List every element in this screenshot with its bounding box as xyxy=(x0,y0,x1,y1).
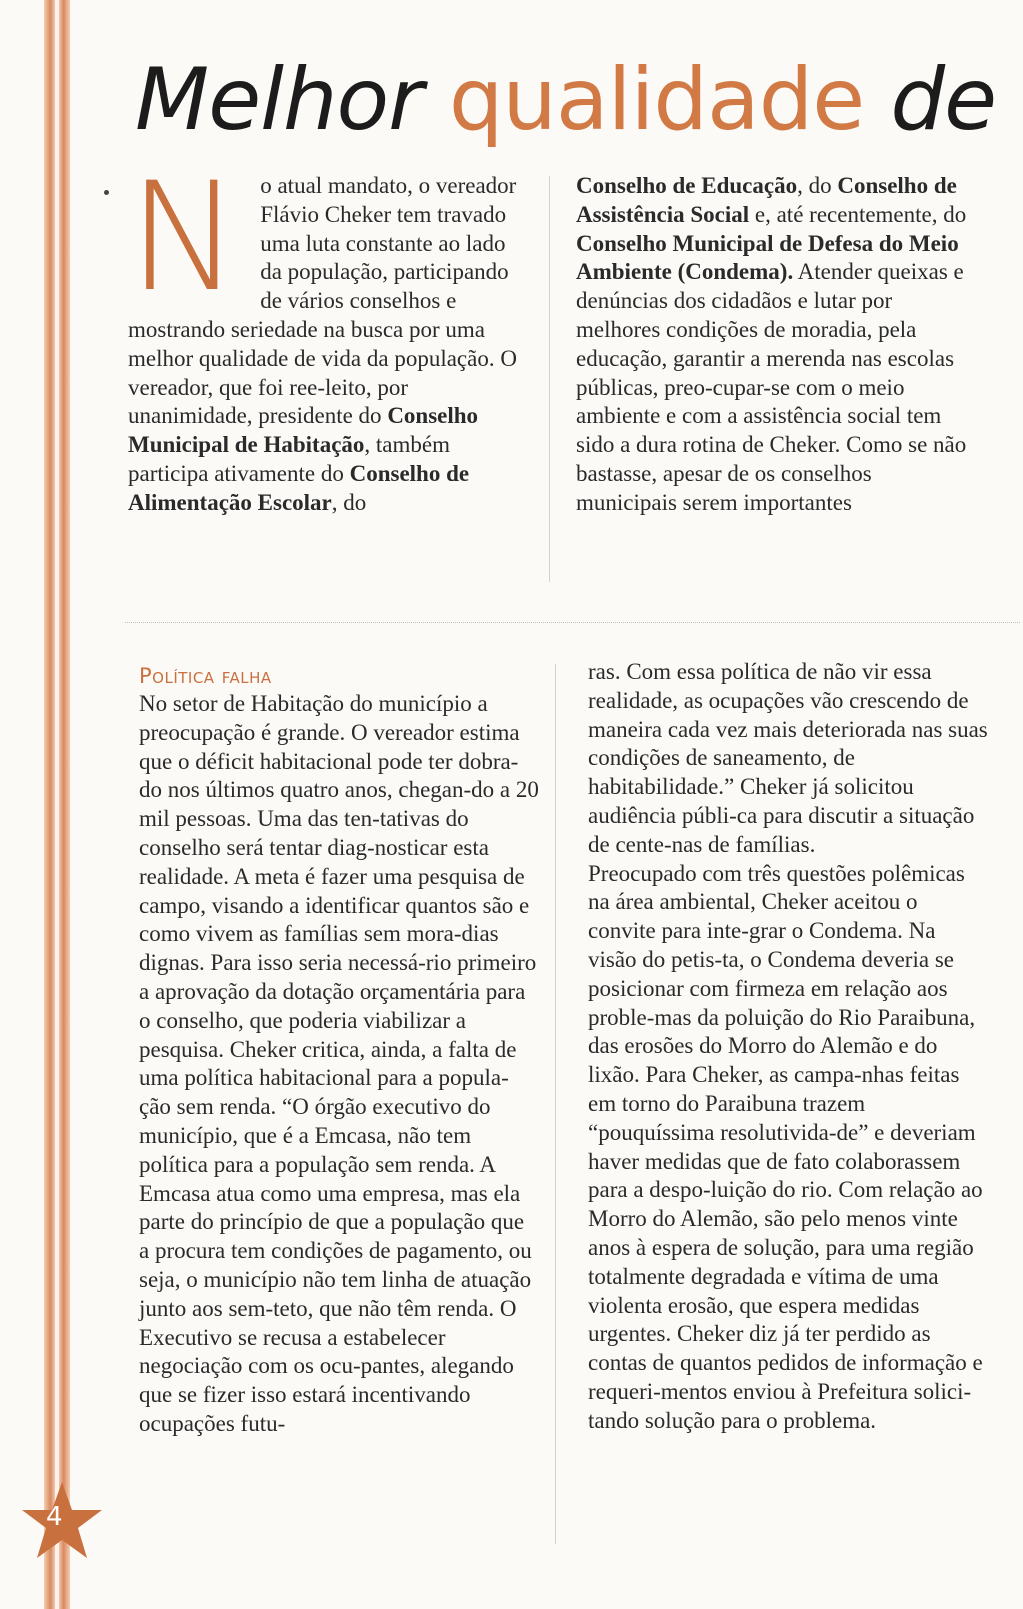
title-part-1: Melhor xyxy=(135,50,423,150)
drop-cap: N xyxy=(128,151,241,325)
bullet-dot xyxy=(104,190,109,195)
bold-text: Conselho de Educação xyxy=(576,173,798,198)
section-paragraph: No setor de Habitação do município a preocupação é grande. O vereador estima que o déficit habitacional pode ter dobra-do nos últimos quatro anos, chegan-do a 20 mil pessoas. Uma das ten-tativas do conselho será tentar diag-nosticar esta realidade. A meta é fazer uma pesquisa de campo, visando a identificar quantos são e como vivem as famílias sem mora-dias dignas. Para isso seria necessá-rio primeiro a aprovação da dotação orçamentária para o conselho, que poderia viabilizar a pesquisa. Cheker critica, ainda, a falta de uma política habitacional para a popula-ção sem renda. “O órgão executivo do município, que é a Emcasa, não tem política para a população sem renda. A Emcasa atua como uma empresa, mas ela parte do princípio de que a população que a procura tem condições de pagamento, ou seja, o município não tem linha de atuação junto aos sem-teto, que não têm renda. O Executivo se recusa a estabelecer negociação com os ocu-pantes, alegando que se fizer isso estará incentivando ocupações futu- xyxy=(139,691,539,1436)
page-title xyxy=(135,50,996,150)
section-paragraph: Preocupado com três questões polêmicas na área ambiental, Cheker aceitou o convite para inte-grar o Condema. Na visão do petis-ta, o Condema deveria se posicionar com firmeza em relação aos proble-mas da poluição do Rio Paraibuna, das erosões do Morro do Alemão e do lixão. Para Cheker, as campa-nhas feitas em torno do Paraibuna trazem “pouquíssima resolutivida-de” e deveriam haver medidas que de fato colaborassem para a despo-luição do rio. Com relação ao Morro do Alemão, são pelo menos vinte anos à espera de solução, para uma região totalmente degradada e vítima de uma violenta erosão, que espera medidas urgentes. Cheker diz já ter perdido as contas de quantos pedidos de informação e requeri-mentos enviou à Prefeitura solici-tando solução para o problema. xyxy=(588,860,983,1433)
title-part-3: de xyxy=(890,50,997,150)
column-divider-bottom xyxy=(555,664,556,1544)
text-run: o atual mandato, o vereador Flávio Cheker tem travado uma luta constante ao lado da população, participando de vários conselhos e mostrando seriedade na busca por uma melhor qualidade de vida da população. O vereador, que foi ree-leito, por unanimidade, presidente do xyxy=(128,173,517,429)
text-run: Atender queixas e denúncias dos cidadãos e lutar por melhores condições de moradia, pela educação, garantir a merenda nas escolas públicas, preo-cupar-se com o meio ambiente e com a assistência social tem sido a dura rotina de Cheker. Como se não bastasse, apesar de os conselhos municipais serem importantes xyxy=(576,259,967,515)
text-run: , do xyxy=(797,173,838,198)
bold-text: Conselho de Assistência Social xyxy=(576,173,957,227)
decorative-side-bar-highlight xyxy=(55,0,59,1609)
bold-text: Conselho Municipal de Habitação xyxy=(128,403,479,458)
bold-text: Conselho de Alimentação Escolar xyxy=(128,460,470,515)
intro-paragraph-2 xyxy=(576,172,972,518)
column-divider-top xyxy=(549,176,550,582)
section-column-2 xyxy=(588,658,988,1436)
intro-column-1 xyxy=(128,151,528,518)
bold-text: Conselho Municipal de Defesa do Meio Ambiente (Condema). xyxy=(576,230,959,285)
section-divider xyxy=(125,622,1020,623)
section-column-1 xyxy=(139,690,539,1439)
page-number: 4 xyxy=(46,1502,63,1532)
text-run: , do xyxy=(331,489,367,515)
intro-column-2 xyxy=(576,172,972,518)
section-subheading: Política falha xyxy=(139,664,272,688)
text-run: e, até recentemente, do xyxy=(749,201,967,227)
title-part-2: qualidade xyxy=(448,50,865,150)
section-paragraph: ras. Com essa política de não vir essa realidade, as ocupações vão crescendo de maneira cada vez mais deteriorada nas suas condições de saneamento, de habitabilidade.” Cheker já solicitou audiência públi-ca para discutir a situação de cente-nas de famílias. xyxy=(588,659,988,857)
text-run: , também participa ativamente do xyxy=(128,432,450,486)
